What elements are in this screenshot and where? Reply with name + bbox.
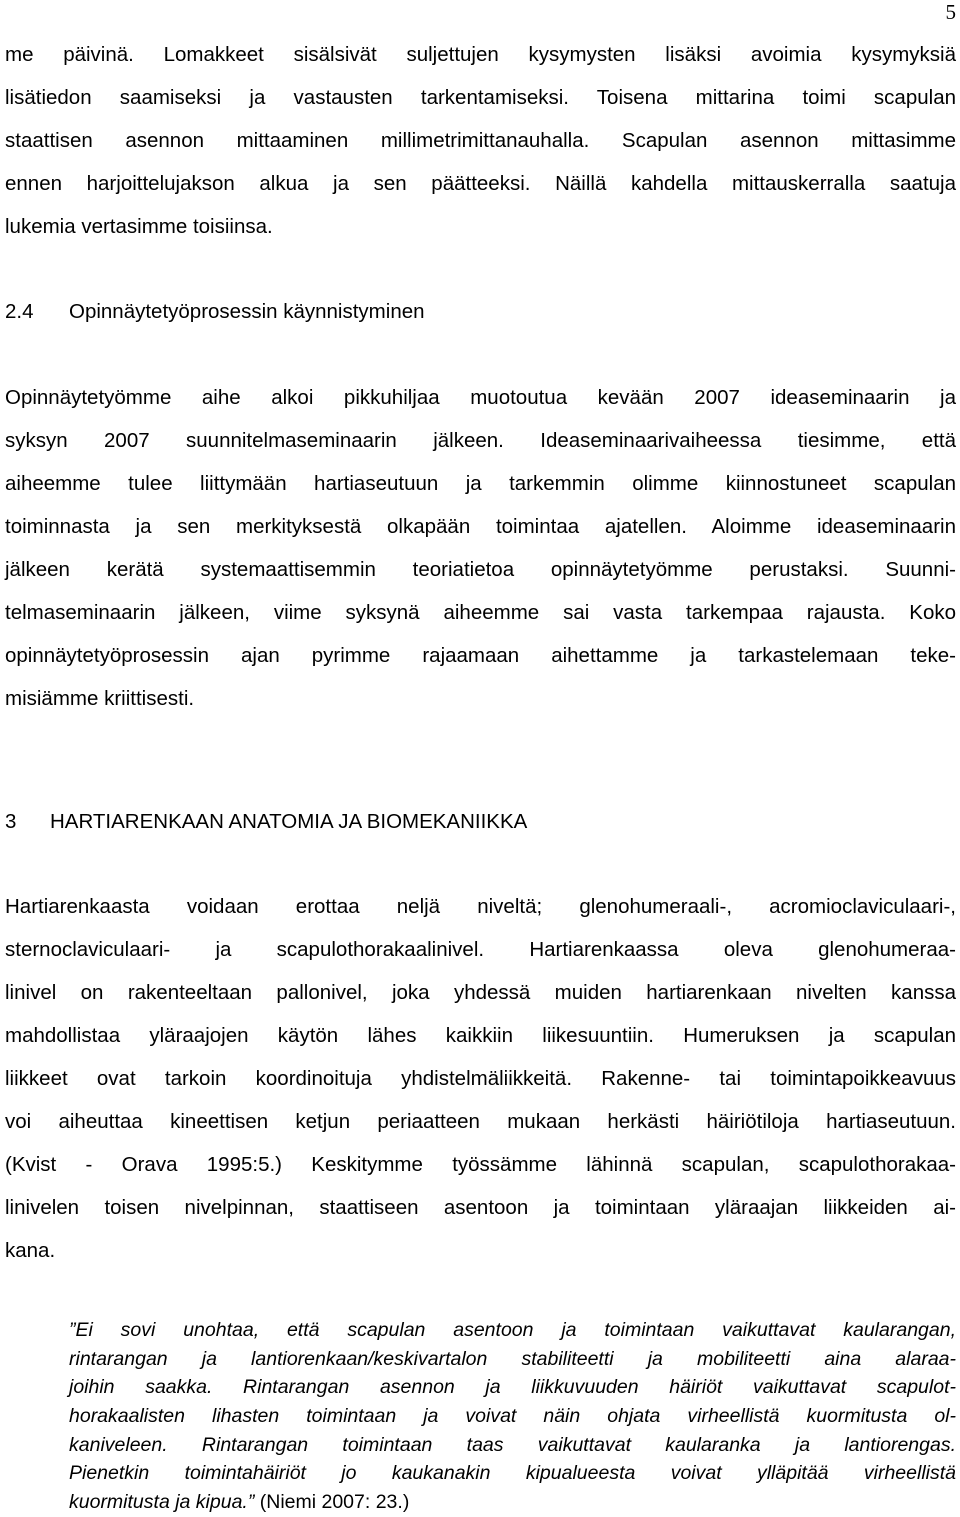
- text-line: sternoclaviculaari- ja scapulothorakaalinivel. Hartiarenkaassa oleva glenohumeraa-: [5, 938, 956, 961]
- text-line: lukemia vertasimme toisiinsa.: [5, 215, 273, 238]
- block-quote: [69, 1316, 956, 1517]
- page-number: 5: [945, 0, 956, 24]
- text-line: linivelen toisen nivelpinnan, staattiseen asentoon ja toimintaan yläraajan liikkeiden ai-: [5, 1196, 956, 1219]
- quote-line: joihin saakka. Rintarangan asennon ja liikkuvuuden häiriöt vaikuttavat scapulot-: [69, 1376, 956, 1399]
- section-number: 2.4: [5, 300, 34, 323]
- quote-citation: (Niemi 2007: 23.): [254, 1491, 410, 1514]
- text-line: kana.: [5, 1239, 56, 1262]
- section-title: HARTIARENKAAN ANATOMIA JA BIOMEKANIIKKA: [50, 810, 528, 833]
- text-line: ennen harjoittelujakson alkua ja sen päätteeksi. Näillä kahdella mittauskerralla saatuja: [5, 172, 956, 195]
- text-line: aiheemme tulee liittymään hartiaseutuun ja tarkemmin olimme kiinnostuneet scapulan: [5, 472, 956, 495]
- section-number: 3: [5, 810, 17, 833]
- text-line: me päivinä. Lomakkeet sisälsivät suljettujen kysymysten lisäksi avoimia kysymyksiä: [5, 43, 956, 66]
- quote-text: kuormitusta ja kipua.”: [69, 1491, 255, 1514]
- quote-line: Pienetkin toimintahäiriöt jo kaukanakin kipualueesta voivat ylläpitää virheellistä: [69, 1462, 956, 1485]
- text-line: jälkeen kerätä systemaattisemmin teoriatietoa opinnäytetyömme perustaksi. Suunni-: [5, 558, 956, 581]
- text-line: syksyn 2007 suunnitelmaseminaarin jälkeen. Ideaseminaarivaiheessa tiesimme, että: [5, 429, 956, 452]
- section-heading-3: [5, 800, 527, 843]
- text-line: Hartiarenkaasta voidaan erottaa neljä niveltä; glenohumeraali-, acromioclaviculaari-,: [5, 895, 956, 918]
- intro-paragraph: [5, 33, 956, 248]
- text-line: mahdollistaa yläraajojen käytön lähes kaikkiin liikesuuntiin. Humeruksen ja scapulan: [5, 1024, 956, 1047]
- quote-line: ”Ei sovi unohtaa, että scapulan asentoon ja toimintaan vaikuttavat kaularangan,: [69, 1319, 956, 1341]
- text-line: liikkeet ovat tarkoin koordinoituja yhdistelmäliikkeitä. Rakenne- tai toimintapoikkeavuus: [5, 1067, 956, 1090]
- text-line: Opinnäytetyömme aihe alkoi pikkuhiljaa muotoutua kevään 2007 ideaseminaarin ja: [5, 386, 956, 409]
- quote-line: rintarangan ja lantiorenkaan/keskivartalon stabiliteetti ja mobiliteetti aina alaraa-: [69, 1347, 956, 1370]
- quote-line: kaniveleen. Rintarangan toimintaan taas vaikuttavat kaularanka ja lantiorengas.: [69, 1433, 956, 1456]
- quote-line: horakaalisten lihasten toimintaan ja voivat näin ohjata virheellistä kuormitusta ol-: [69, 1405, 956, 1428]
- section-title: Opinnäytetyöprosessin käynnistyminen: [69, 300, 425, 323]
- text-line: opinnäytetyöprosessin ajan pyrimme rajaamaan aihettamme ja tarkastelemaan teke-: [5, 644, 956, 667]
- section-2-4-paragraph: [5, 376, 956, 720]
- text-line: staattisen asennon mittaaminen millimetrimittanauhalla. Scapulan asennon mittasimme: [5, 129, 956, 152]
- text-line: toiminnasta ja sen merkityksestä olkapään toimintaa ajatellen. Aloimme ideaseminaarin: [5, 515, 956, 538]
- text-line: (Kvist - Orava 1995:5.) Keskitymme työssämme lähinnä scapulan, scapulothorakaa-: [5, 1153, 956, 1176]
- text-line: telmaseminaarin jälkeen, viime syksynä aiheemme sai vasta tarkempaa rajausta. Koko: [5, 601, 956, 624]
- quote-last-line: [69, 1488, 956, 1517]
- section-heading-2-4: [5, 290, 425, 333]
- text-line: linivel on rakenteeltaan pallonivel, joka yhdessä muiden hartiarenkaan nivelten kanssa: [5, 981, 956, 1004]
- text-line: misiämme kriittisesti.: [5, 687, 195, 710]
- section-3-paragraph: [5, 885, 956, 1272]
- text-line: voi aiheuttaa kineettisen ketjun periaatteen mukaan herkästi häiriötiloja hartiaseutuun.: [5, 1110, 956, 1133]
- text-line: lisätiedon saamiseksi ja vastausten tarkentamiseksi. Toisena mittarina toimi scapulan: [5, 86, 956, 109]
